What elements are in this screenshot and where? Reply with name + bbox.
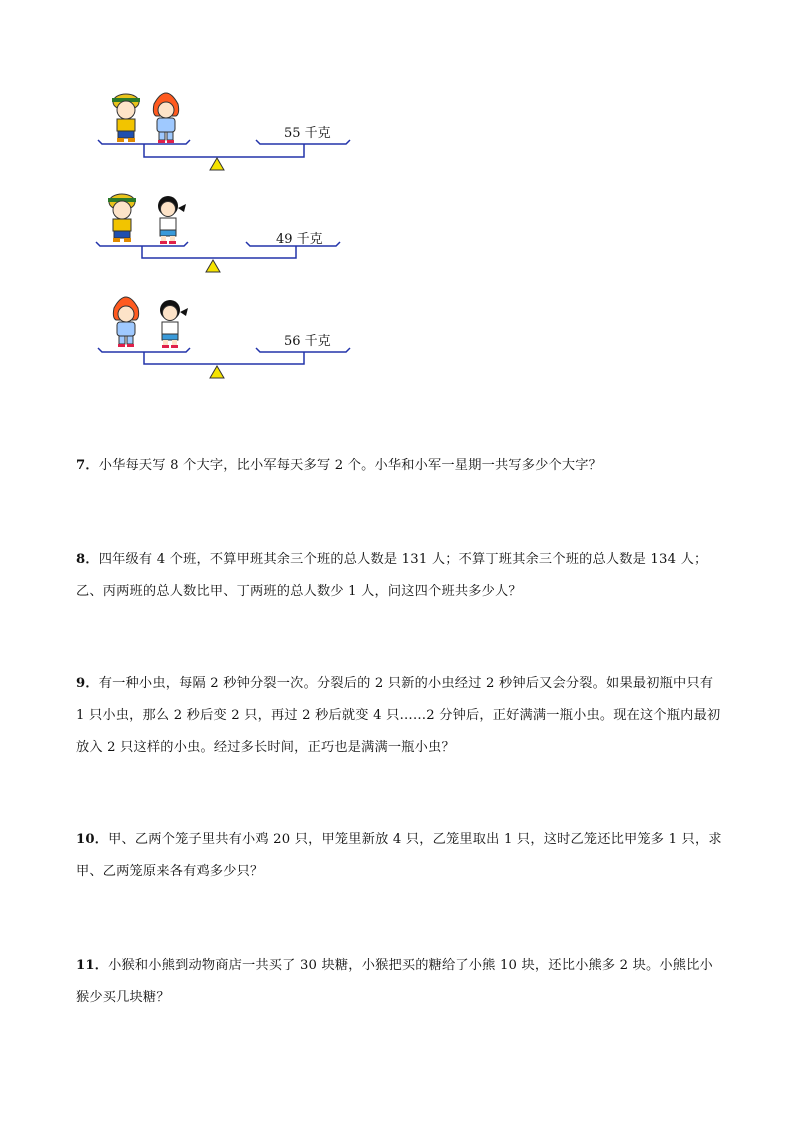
girl-pigtail-figure: [158, 196, 186, 244]
problem-number: 9．: [76, 676, 99, 691]
problem-8: [76, 544, 726, 608]
problem-11: [76, 950, 726, 1014]
problem-10: [76, 824, 726, 888]
girl-redhair-figure: [153, 93, 178, 143]
balance-scale-2: [96, 186, 356, 266]
problem-text: 小猴和小熊到动物商店一共买了 30 块糖，小猴把买的糖给了小熊 10 块，还比小熊多 2 块。小熊比小猴少买几块糖？: [76, 958, 713, 1005]
weight-label: 49 千克: [276, 232, 323, 247]
problem-number: 8．: [76, 552, 99, 567]
girl-redhair-figure: [113, 297, 138, 347]
problem-number: 10．: [76, 832, 109, 847]
problem-9: [76, 668, 726, 764]
balance-scale-3: [96, 288, 356, 368]
problem-text: 小华每天写 8 个大字，比小军每天多写 2 个。小华和小军一星期一共写多少个大字？: [98, 458, 603, 473]
problem-text: 四年级有 4 个班，不算甲班其余三个班的总人数是 131 人；不算丁班其余三个班的总人数是 134 人；乙、丙两班的总人数比甲、丁两班的总人数少 1 人，问这四个班共多少人？: [76, 552, 708, 599]
problem-7: [76, 450, 726, 482]
weight-label: 56 千克: [284, 334, 331, 349]
boy-cap-figure: [108, 194, 136, 242]
problem-number: 11．: [76, 958, 109, 973]
problem-text: 甲、乙两个笼子里共有小鸡 20 只，甲笼里新放 4 只，乙笼里取出 1 只，这时乙笼还比甲笼多 1 只，求甲、乙两笼原来各有鸡多少只？: [76, 832, 722, 879]
problem-number: 7．: [76, 458, 99, 473]
problem-text: 有一种小虫，每隔 2 秒钟分裂一次。分裂后的 2 只新的小虫经过 2 秒钟后又会分裂。如果最初瓶中只有 1 只小虫，那么 2 秒后变 2 只，再过 2 秒后就变 4 只……2 分钟后，正好满满一瓶小虫。现在这个瓶内最初放入 2 只这样的小虫。经过多长时间，正巧也是满满一瓶小虫？: [76, 676, 721, 755]
weight-label: 55 千克: [284, 126, 331, 141]
boy-cap-figure: [112, 94, 140, 142]
balance-scale-1: [96, 86, 356, 166]
girl-pigtail-figure: [160, 300, 188, 348]
